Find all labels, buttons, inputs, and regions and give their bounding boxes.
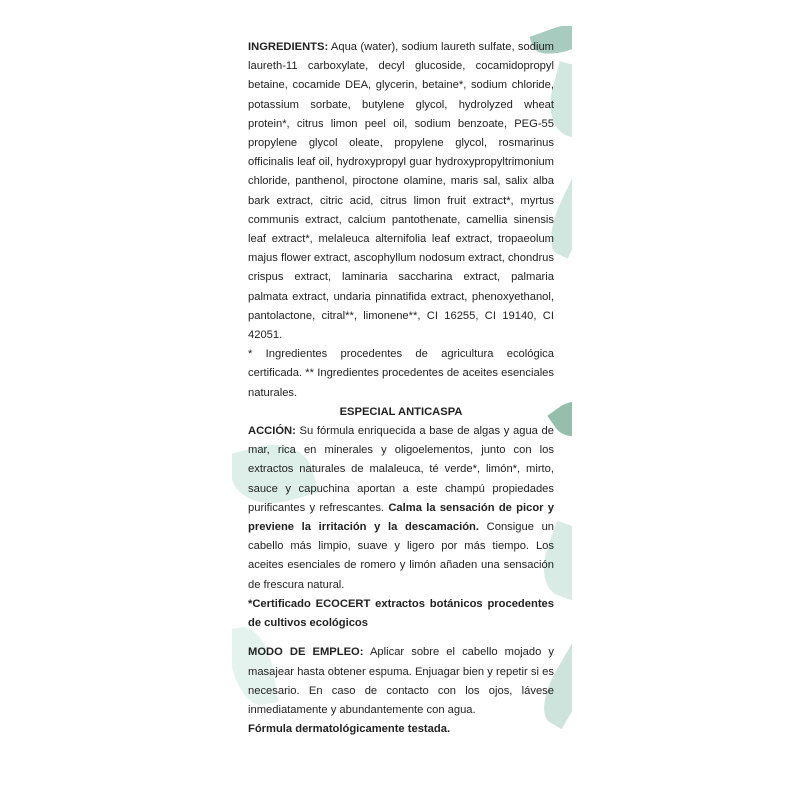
special-title [248, 403, 554, 422]
modo-heading: MODO DE EMPLEO: [248, 646, 364, 659]
label-panel [232, 26, 572, 800]
spacer [248, 633, 554, 643]
ingredients-list: Aqua (water), sodium laureth sulfate, sodium laureth-11 carboxylate, decyl glucoside, cocamidopropyl betaine, cocamide DEA, glycerin, betaine*, sodium chloride, potassium sorbate, butylene glycol, hydrolyzed wheat protein*, citrus limon peel oil, sodium benzoate, PEG-55 propylene glycol oleate, propylene glycol, rosmarinus officinalis leaf oil, hydroxypropyl guar hydroxypropyltrimonium chloride, panthenol, piroctone olamine, maris sal, salix alba bark extract, citric acid, citrus limon fruit extract*, myrtus communis extract, calcium pantothenate, camellia sinensis leaf extract*, melaleuca alternifolia leaf extract, tropaeolum majus flower extract, ascophyllum nodosum extract, chondrus crispus extract, laminaria saccharina extract, palmaria palmata extract, undaria pinnatifida extract, phenoxyethanol, pantolactone, citral**, limonene**, CI 16255, CI 19140, CI 42051. [248, 41, 554, 342]
special-title-text: ESPECIAL ANTICASPA [339, 405, 463, 418]
tested-note-text: Fórmula dermatológicamente testada. [248, 723, 451, 736]
ingredients-heading: INGREDIENTS: [248, 41, 329, 53]
accion-highlight: Calma la sensación de picor y previene la irritación y la descamación. [248, 501, 555, 534]
accion-body: Su fórmula enriquecida a base de algas y agua de mar, rica en minerales y oligoelementos, junto con los extractos naturales de malaleuca, té verde*, limón*, mirto, sauce y capuchina aportan a este champú propiedades purificantes y refrescantes. [248, 425, 554, 514]
tested-note [248, 720, 554, 739]
modo-paragraph [248, 643, 554, 720]
certified-note-text: *Certificado ECOCERT extractos botánicos procedentes de cultivos ecológicos [248, 597, 554, 630]
accion-body-2: Consigue un cabello más limpio, suave y ligero por más tiempo. Los aceites esenciales de romero y limón añaden una sensación de frescura natural. [248, 521, 555, 591]
modo-body: Aplicar sobre el cabello mojado y masajear hasta obtener espuma. Enjuagar bien y repetir si es necesario. En caso de contacto con los ojos, lávese inmediatamente y abundantemente con agua. [248, 646, 554, 716]
label-text [248, 38, 554, 739]
accion-heading: ACCIÓN: [248, 425, 296, 438]
accion-paragraph [248, 422, 554, 595]
ingredients-footnote: * Ingredientes procedentes de agricultura ecológica certificada. ** Ingredientes procedentes de aceites esenciales naturales. [248, 348, 554, 399]
ingredients-paragraph [248, 38, 554, 345]
certified-note [248, 595, 554, 633]
